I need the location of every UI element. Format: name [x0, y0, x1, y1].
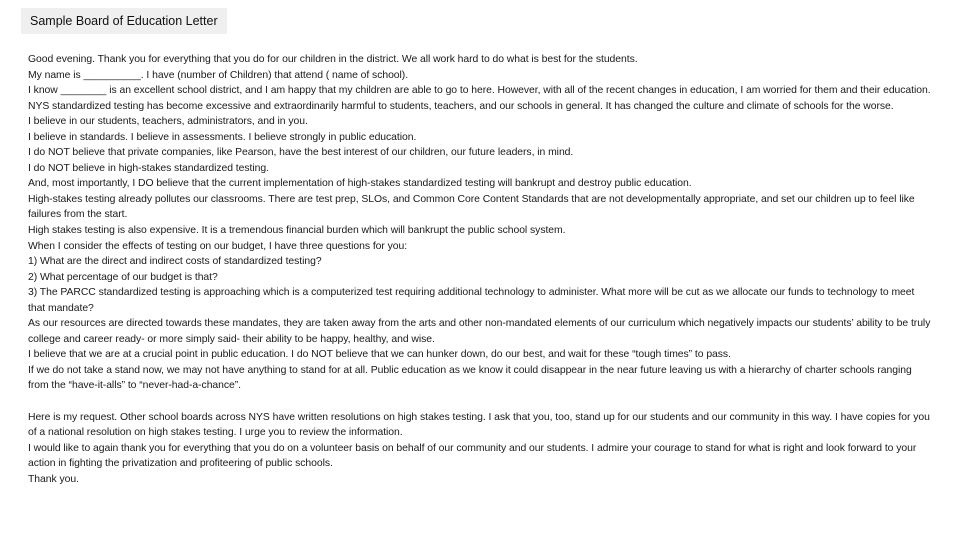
paragraph-budget-questions: When I consider the effects of testing on our budget, I have three questions for you: — [28, 240, 408, 252]
paragraph-high-stakes: I do NOT believe in high-stakes standardized testing. — [28, 162, 269, 174]
document-title: Sample Board of Education Letter — [21, 8, 227, 34]
paragraph-name: My name is __________. I have (number of Children) that attend ( name of school). — [28, 69, 409, 81]
paragraph-crucial-point: I believe that we are at a crucial point in public education. I do NOT believe that we can hunker down, do our best, and wait for these “tough times” to pass. — [28, 349, 731, 361]
paragraph-private-companies: I do NOT believe that private companies, like Pearson, have the best interest of our children, our future leaders, in mind. — [28, 147, 574, 159]
paragraph-nys-testing: NYS standardized testing has become excessive and extraordinarily harmful to students, teachers, and our schools in general. It has changed the culture and climate of schools for the worse. — [28, 100, 894, 112]
paragraph-greeting: Good evening. Thank you for everything that you do for our children in the district. We all work hard to do what is best for the students. — [28, 54, 638, 65]
paragraph-believe-standards: I believe in standards. I believe in assessments. I believe strongly in public education. — [28, 131, 417, 143]
paragraph-closing: Thank you. — [28, 473, 79, 485]
paragraph-question-1: 1) What are the direct and indirect costs of standardized testing? — [28, 256, 322, 268]
paragraph-most-importantly: And, most importantly, I DO believe that the current implementation of high-stakes standardized testing will bankrupt and destroy public education. — [28, 178, 692, 190]
letter-body — [28, 52, 932, 487]
paragraph-believe-students: I believe in our students, teachers, administrators, and in you. — [28, 116, 308, 128]
paragraph-take-a-stand: If we do not take a stand now, we may not have anything to stand for at all. Public education as we know it could disappear in the near future leaving us with a hierarchy of charter schools ranging from the “have-it-alls” to “never-had-a-chance”. — [28, 364, 912, 392]
paragraph-expensive: High stakes testing is also expensive. It is a tremendous financial burden which will bankrupt the public school system. — [28, 225, 566, 237]
paragraph-question-2: 2) What percentage of our budget is that? — [28, 271, 218, 283]
paragraph-thank-again: I would like to again thank you for everything that you do on a volunteer basis on behalf of our community and our students. I admire your courage to stand for what is right and look forward to your action in fighting the privatization and profiteering of public schools. — [28, 442, 917, 470]
paragraph-question-3: 3) The PARCC standardized testing is approaching which is a computerized test requiring additional technology to administer. What more will be cut as we allocate our funds to technology to meet that mandate? — [28, 287, 915, 314]
paragraph-request: Here is my request. Other school boards across NYS have written resolutions on high stakes testing. I ask that you, too, stand up for our students and our community in this way. I have copies for you of a national resolution on high stakes testing. I urge you to review the information. — [28, 411, 930, 439]
paragraph-district: I know ________ is an excellent school district, and I am happy that my children are able to go to here. However, with all of the recent changes in education, I am worried for them and their education. — [28, 85, 931, 97]
paragraph-resources: As our resources are directed towards these mandates, they are taken away from the arts and other non-mandated elements of our curriculum which negatively impacts our students’ ability to be truly college and career ready- or more simply said- their ability to be happy, healthy, and wise. — [28, 318, 931, 345]
paragraph-pollutes: High-stakes testing already pollutes our classrooms. There are test prep, SLOs, and Common Core Content Standards that are not developmentally appropriate, and set our children up to feel like failures from the start. — [28, 193, 915, 221]
